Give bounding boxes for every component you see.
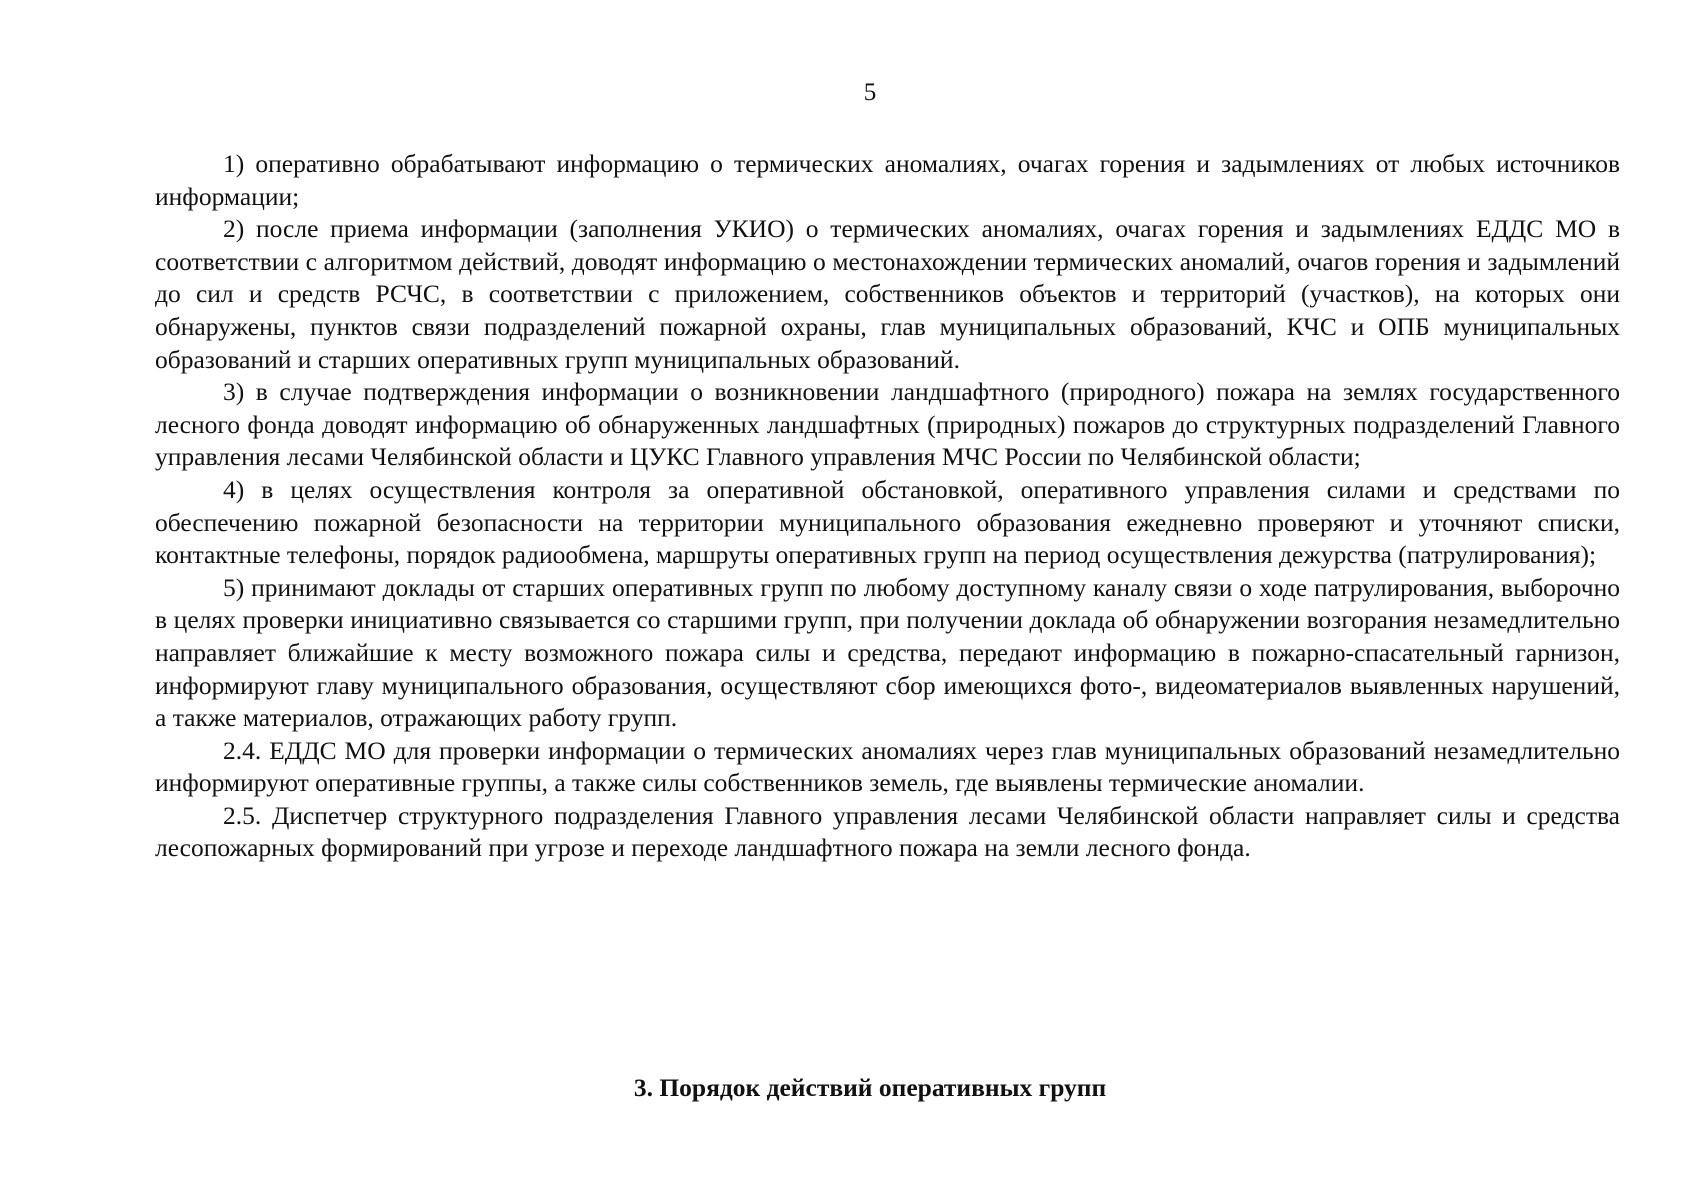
paragraph-item-3: 3) в случае подтверждения информации о возникновении ландшафтного (природного) пожара на землях государственного лесного фонда доводят информацию об обнаруженных ландшафтных (природных) пожаров до структурных подразделений Главного управления лесами Челябинской области и ЦУКС Главного управления МЧС России по Челябинской области; [155,377,1620,472]
paragraph-item-5: 5) принимают доклады от старших оперативных групп по любому доступному каналу связи о ходе патрулирования, выборочно в целях проверки инициативно связывается со старшими групп, при получении доклада об обнаружении возгорания незамедлительно направляет ближайшие к месту возможного пожара силы и средства, передают информацию в пожарно-спасательный гарнизон, информируют главу муниципального образования, осуществляют сбор имеющихся фото-, видеоматериалов выявленных нарушений, а также материалов, отражающих работу групп. [155,572,1620,733]
paragraph-item-4: 4) в целях осуществления контроля за оперативной обстановкой, оперативного управления силами и средствами по обеспечению пожарной безопасности на территории муниципального образования ежедневно проверяют и уточняют списки, контактные телефоны, порядок радиообмена, маршруты оперативных групп на период осуществления дежурства (патрулирования); [155,474,1620,570]
paragraph-2-4: 2.4. ЕДДС МО для проверки информации о термических аномалиях через глав муниципальных образований незамедлительно информируют оперативные группы, а также силы собственников земель, где выявлены термические аномалии. [155,735,1620,798]
section-heading: 3. Порядок действий оперативных групп [633,1073,1107,1102]
document-body [155,148,1620,865]
paragraph-item-1: 1) оперативно обрабатывают информацию о термических аномалиях, очагах горения и задымлениях от любых источников информации; [155,149,1620,211]
page-number: 5 [863,79,877,106]
paragraph-item-2: 2) после приема информации (заполнения УКИО) о термических аномалиях, очагах горения и задымлениях ЕДДС МО в соответствии с алгоритмом действий, доводят информацию о местонахождении термических аномалий, очагов горения и задымлений до сил и средств РСЧС, в соответствии с приложением, собственников объектов и территорий (участков), на которых они обнаружены, пунктов связи подразделений пожарной охраны, глав муниципальных образований, КЧС и ОПБ муниципальных образований и старших оперативных групп муниципальных образований. [155,214,1620,374]
paragraph-2-5: 2.5. Диспетчер структурного подразделения Главного управления лесами Челябинской области направляет силы и средства лесопожарных формирований при угрозе и переходе ландшафтного пожара на земли лесного фонда. [155,800,1620,863]
